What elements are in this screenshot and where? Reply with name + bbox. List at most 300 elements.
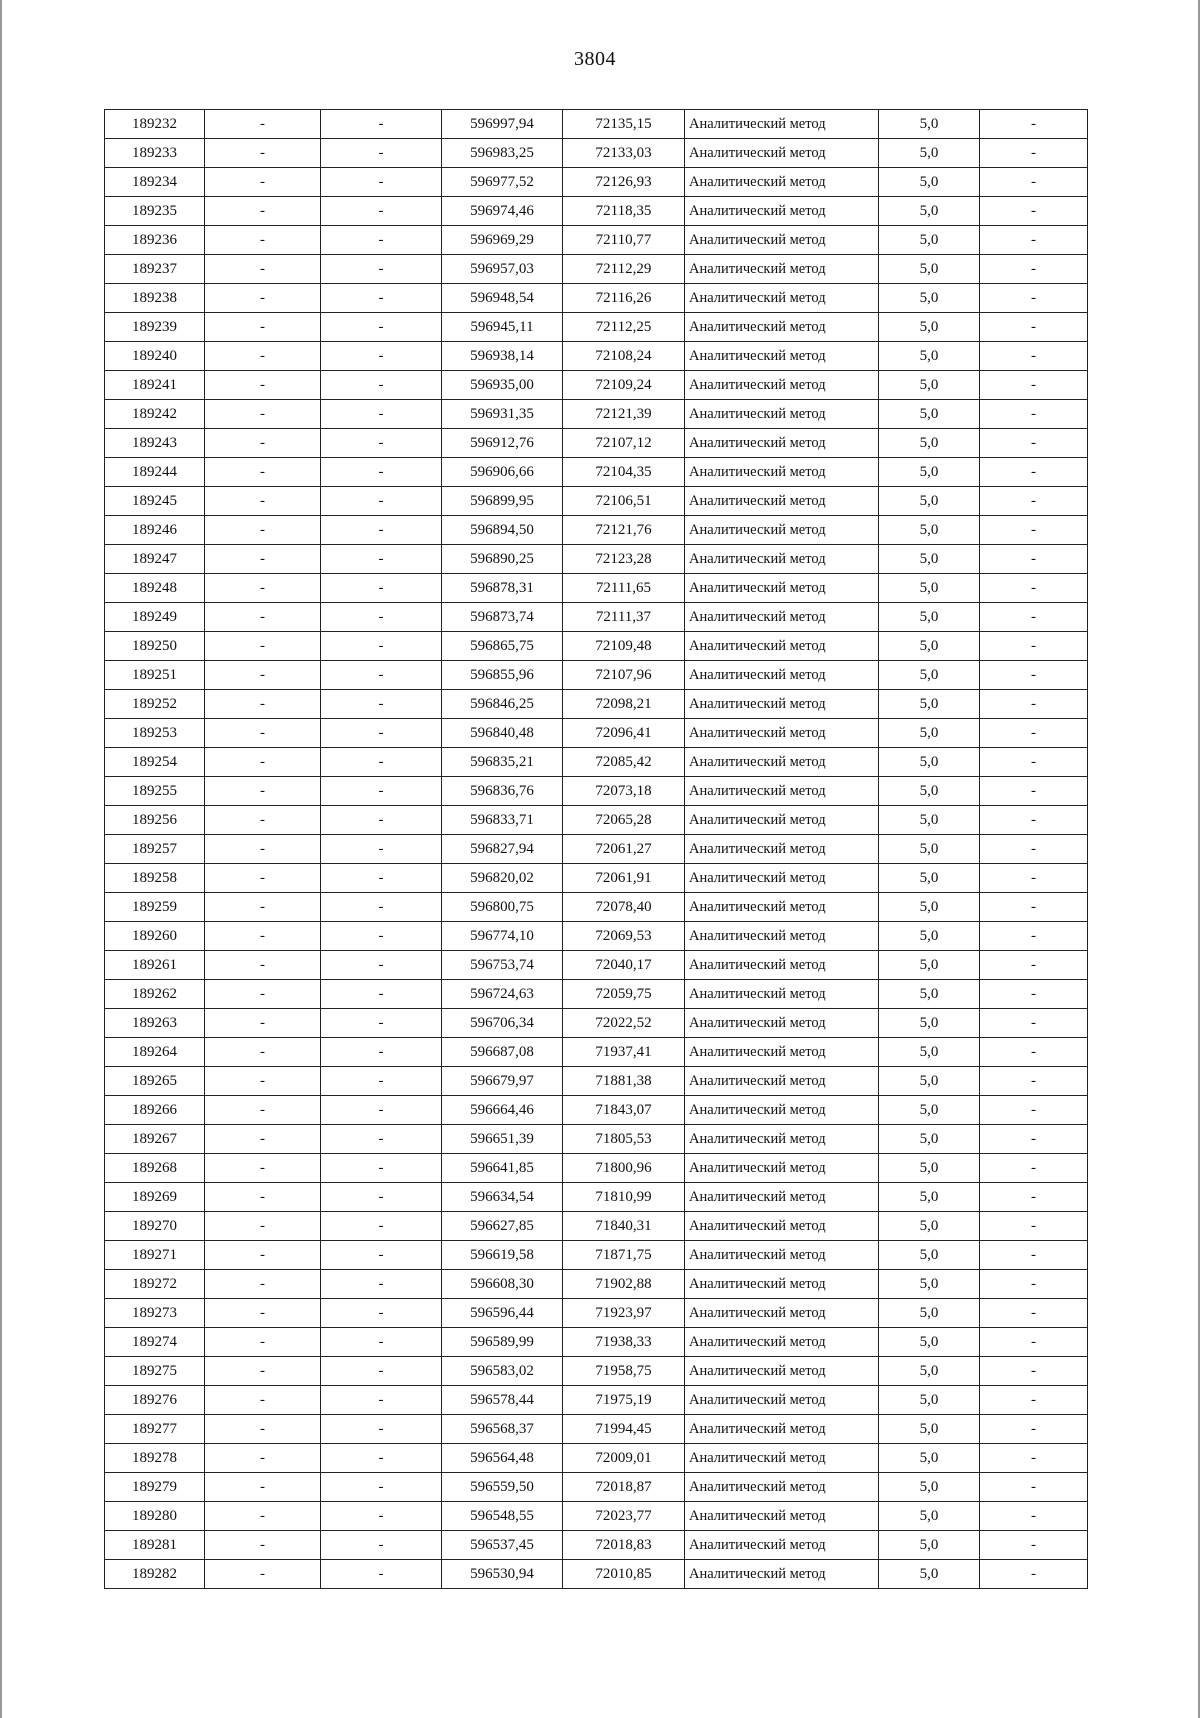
empty-y-cell: - — [321, 371, 442, 400]
accuracy-cell: 5,0 — [879, 1357, 980, 1386]
x-coordinate-cell: 596997,94 — [442, 110, 563, 139]
table-row — [105, 1444, 1088, 1473]
x-coordinate-cell: 596983,25 — [442, 139, 563, 168]
table-row — [105, 1241, 1088, 1270]
x-coordinate-cell: 596948,54 — [442, 284, 563, 313]
table-row — [105, 284, 1088, 313]
table-row — [105, 1067, 1088, 1096]
note-cell: - — [980, 1531, 1088, 1560]
y-coordinate-cell: 72123,28 — [563, 545, 685, 574]
empty-x-cell: - — [205, 110, 321, 139]
table-row — [105, 806, 1088, 835]
accuracy-cell: 5,0 — [879, 661, 980, 690]
note-cell: - — [980, 1386, 1088, 1415]
method-cell: Аналитический метод — [685, 487, 879, 516]
x-coordinate-cell: 596835,21 — [442, 748, 563, 777]
y-coordinate-cell: 72135,15 — [563, 110, 685, 139]
note-cell: - — [980, 777, 1088, 806]
method-cell: Аналитический метод — [685, 1183, 879, 1212]
empty-x-cell: - — [205, 545, 321, 574]
point-id-cell: 189244 — [105, 458, 205, 487]
note-cell: - — [980, 487, 1088, 516]
empty-y-cell: - — [321, 284, 442, 313]
empty-y-cell: - — [321, 1560, 442, 1589]
note-cell: - — [980, 922, 1088, 951]
note-cell: - — [980, 1067, 1088, 1096]
method-cell: Аналитический метод — [685, 516, 879, 545]
point-id-cell: 189253 — [105, 719, 205, 748]
empty-y-cell: - — [321, 1357, 442, 1386]
y-coordinate-cell: 72112,25 — [563, 313, 685, 342]
note-cell: - — [980, 1009, 1088, 1038]
x-coordinate-cell: 596530,94 — [442, 1560, 563, 1589]
y-coordinate-cell: 72073,18 — [563, 777, 685, 806]
empty-x-cell: - — [205, 1212, 321, 1241]
empty-y-cell: - — [321, 1241, 442, 1270]
x-coordinate-cell: 596568,37 — [442, 1415, 563, 1444]
x-coordinate-cell: 596878,31 — [442, 574, 563, 603]
y-coordinate-cell: 72098,21 — [563, 690, 685, 719]
empty-x-cell: - — [205, 1009, 321, 1038]
point-id-cell: 189275 — [105, 1357, 205, 1386]
empty-y-cell: - — [321, 1125, 442, 1154]
table-row — [105, 951, 1088, 980]
accuracy-cell: 5,0 — [879, 284, 980, 313]
empty-y-cell: - — [321, 690, 442, 719]
method-cell: Аналитический метод — [685, 632, 879, 661]
accuracy-cell: 5,0 — [879, 777, 980, 806]
point-id-cell: 189279 — [105, 1473, 205, 1502]
table-row — [105, 1299, 1088, 1328]
method-cell: Аналитический метод — [685, 1241, 879, 1270]
method-cell: Аналитический метод — [685, 1328, 879, 1357]
x-coordinate-cell: 596977,52 — [442, 168, 563, 197]
empty-y-cell: - — [321, 1183, 442, 1212]
table-row — [105, 1009, 1088, 1038]
point-id-cell: 189270 — [105, 1212, 205, 1241]
empty-x-cell: - — [205, 458, 321, 487]
note-cell: - — [980, 1560, 1088, 1589]
empty-y-cell: - — [321, 719, 442, 748]
x-coordinate-cell: 596846,25 — [442, 690, 563, 719]
empty-x-cell: - — [205, 168, 321, 197]
method-cell: Аналитический метод — [685, 255, 879, 284]
method-cell: Аналитический метод — [685, 806, 879, 835]
empty-x-cell: - — [205, 690, 321, 719]
note-cell: - — [980, 1241, 1088, 1270]
point-id-cell: 189239 — [105, 313, 205, 342]
y-coordinate-cell: 72010,85 — [563, 1560, 685, 1589]
table-row — [105, 313, 1088, 342]
accuracy-cell: 5,0 — [879, 197, 980, 226]
table-row — [105, 661, 1088, 690]
x-coordinate-cell: 596559,50 — [442, 1473, 563, 1502]
note-cell: - — [980, 516, 1088, 545]
empty-y-cell: - — [321, 864, 442, 893]
empty-y-cell: - — [321, 574, 442, 603]
accuracy-cell: 5,0 — [879, 1502, 980, 1531]
table-row — [105, 400, 1088, 429]
table-row — [105, 1154, 1088, 1183]
y-coordinate-cell: 71840,31 — [563, 1212, 685, 1241]
empty-x-cell: - — [205, 1299, 321, 1328]
accuracy-cell: 5,0 — [879, 951, 980, 980]
method-cell: Аналитический метод — [685, 835, 879, 864]
accuracy-cell: 5,0 — [879, 1125, 980, 1154]
note-cell: - — [980, 429, 1088, 458]
y-coordinate-cell: 72078,40 — [563, 893, 685, 922]
method-cell: Аналитический метод — [685, 342, 879, 371]
method-cell: Аналитический метод — [685, 429, 879, 458]
x-coordinate-cell: 596957,03 — [442, 255, 563, 284]
method-cell: Аналитический метод — [685, 1357, 879, 1386]
note-cell: - — [980, 255, 1088, 284]
y-coordinate-cell: 71881,38 — [563, 1067, 685, 1096]
empty-x-cell: - — [205, 429, 321, 458]
x-coordinate-cell: 596641,85 — [442, 1154, 563, 1183]
note-cell: - — [980, 1096, 1088, 1125]
note-cell: - — [980, 806, 1088, 835]
empty-y-cell: - — [321, 110, 442, 139]
empty-y-cell: - — [321, 1096, 442, 1125]
x-coordinate-cell: 596619,58 — [442, 1241, 563, 1270]
accuracy-cell: 5,0 — [879, 1212, 980, 1241]
point-id-cell: 189242 — [105, 400, 205, 429]
x-coordinate-cell: 596548,55 — [442, 1502, 563, 1531]
note-cell: - — [980, 980, 1088, 1009]
y-coordinate-cell: 72111,65 — [563, 574, 685, 603]
x-coordinate-cell: 596679,97 — [442, 1067, 563, 1096]
empty-y-cell: - — [321, 400, 442, 429]
y-coordinate-cell: 71805,53 — [563, 1125, 685, 1154]
point-id-cell: 189268 — [105, 1154, 205, 1183]
table-row — [105, 1183, 1088, 1212]
empty-y-cell: - — [321, 777, 442, 806]
note-cell: - — [980, 574, 1088, 603]
accuracy-cell: 5,0 — [879, 342, 980, 371]
method-cell: Аналитический метод — [685, 951, 879, 980]
empty-x-cell: - — [205, 1096, 321, 1125]
empty-y-cell: - — [321, 1473, 442, 1502]
scan-edge-left — [0, 0, 2, 1718]
accuracy-cell: 5,0 — [879, 1299, 980, 1328]
table-row — [105, 458, 1088, 487]
table-row — [105, 1328, 1088, 1357]
note-cell: - — [980, 197, 1088, 226]
empty-y-cell: - — [321, 1212, 442, 1241]
accuracy-cell: 5,0 — [879, 748, 980, 777]
accuracy-cell: 5,0 — [879, 1096, 980, 1125]
table-row — [105, 893, 1088, 922]
y-coordinate-cell: 72106,51 — [563, 487, 685, 516]
point-id-cell: 189254 — [105, 748, 205, 777]
method-cell: Аналитический метод — [685, 980, 879, 1009]
x-coordinate-cell: 596687,08 — [442, 1038, 563, 1067]
empty-y-cell: - — [321, 226, 442, 255]
empty-x-cell: - — [205, 226, 321, 255]
method-cell: Аналитический метод — [685, 1212, 879, 1241]
accuracy-cell: 5,0 — [879, 255, 980, 284]
accuracy-cell: 5,0 — [879, 835, 980, 864]
x-coordinate-cell: 596855,96 — [442, 661, 563, 690]
point-id-cell: 189243 — [105, 429, 205, 458]
x-coordinate-cell: 596596,44 — [442, 1299, 563, 1328]
point-id-cell: 189259 — [105, 893, 205, 922]
x-coordinate-cell: 596774,10 — [442, 922, 563, 951]
accuracy-cell: 5,0 — [879, 139, 980, 168]
point-id-cell: 189241 — [105, 371, 205, 400]
note-cell: - — [980, 1154, 1088, 1183]
note-cell: - — [980, 1502, 1088, 1531]
empty-x-cell: - — [205, 951, 321, 980]
method-cell: Аналитический метод — [685, 748, 879, 777]
note-cell: - — [980, 110, 1088, 139]
y-coordinate-cell: 72069,53 — [563, 922, 685, 951]
method-cell: Аналитический метод — [685, 864, 879, 893]
empty-x-cell: - — [205, 1531, 321, 1560]
point-id-cell: 189236 — [105, 226, 205, 255]
empty-y-cell: - — [321, 313, 442, 342]
table-row — [105, 1357, 1088, 1386]
table-row — [105, 1502, 1088, 1531]
y-coordinate-cell: 72109,24 — [563, 371, 685, 400]
x-coordinate-cell: 596820,02 — [442, 864, 563, 893]
y-coordinate-cell: 72121,39 — [563, 400, 685, 429]
x-coordinate-cell: 596651,39 — [442, 1125, 563, 1154]
table-row — [105, 864, 1088, 893]
note-cell: - — [980, 458, 1088, 487]
point-id-cell: 189252 — [105, 690, 205, 719]
x-coordinate-cell: 596938,14 — [442, 342, 563, 371]
accuracy-cell: 5,0 — [879, 371, 980, 400]
method-cell: Аналитический метод — [685, 1386, 879, 1415]
note-cell: - — [980, 864, 1088, 893]
table-row — [105, 1473, 1088, 1502]
table-row — [105, 1096, 1088, 1125]
x-coordinate-cell: 596890,25 — [442, 545, 563, 574]
point-id-cell: 189251 — [105, 661, 205, 690]
empty-x-cell: - — [205, 1473, 321, 1502]
point-id-cell: 189273 — [105, 1299, 205, 1328]
note-cell: - — [980, 342, 1088, 371]
empty-x-cell: - — [205, 1415, 321, 1444]
accuracy-cell: 5,0 — [879, 1531, 980, 1560]
table-row — [105, 922, 1088, 951]
empty-y-cell: - — [321, 168, 442, 197]
empty-x-cell: - — [205, 603, 321, 632]
y-coordinate-cell: 71994,45 — [563, 1415, 685, 1444]
table-row — [105, 748, 1088, 777]
accuracy-cell: 5,0 — [879, 1241, 980, 1270]
table-row — [105, 197, 1088, 226]
empty-y-cell: - — [321, 922, 442, 951]
table-row — [105, 516, 1088, 545]
y-coordinate-cell: 72116,26 — [563, 284, 685, 313]
y-coordinate-cell: 72065,28 — [563, 806, 685, 835]
y-coordinate-cell: 72118,35 — [563, 197, 685, 226]
note-cell: - — [980, 1183, 1088, 1212]
note-cell: - — [980, 1473, 1088, 1502]
x-coordinate-cell: 596912,76 — [442, 429, 563, 458]
accuracy-cell: 5,0 — [879, 632, 980, 661]
table-row — [105, 1415, 1088, 1444]
y-coordinate-cell: 72110,77 — [563, 226, 685, 255]
empty-x-cell: - — [205, 1328, 321, 1357]
y-coordinate-cell: 72085,42 — [563, 748, 685, 777]
note-cell: - — [980, 313, 1088, 342]
point-id-cell: 189255 — [105, 777, 205, 806]
empty-x-cell: - — [205, 1241, 321, 1270]
table-row — [105, 1386, 1088, 1415]
accuracy-cell: 5,0 — [879, 487, 980, 516]
empty-y-cell: - — [321, 632, 442, 661]
point-id-cell: 189278 — [105, 1444, 205, 1473]
point-id-cell: 189245 — [105, 487, 205, 516]
method-cell: Аналитический метод — [685, 545, 879, 574]
note-cell: - — [980, 661, 1088, 690]
method-cell: Аналитический метод — [685, 1560, 879, 1589]
accuracy-cell: 5,0 — [879, 690, 980, 719]
table-row — [105, 835, 1088, 864]
point-id-cell: 189267 — [105, 1125, 205, 1154]
x-coordinate-cell: 596840,48 — [442, 719, 563, 748]
empty-y-cell: - — [321, 661, 442, 690]
empty-y-cell: - — [321, 603, 442, 632]
table-row — [105, 226, 1088, 255]
y-coordinate-cell: 72018,83 — [563, 1531, 685, 1560]
empty-y-cell: - — [321, 1328, 442, 1357]
method-cell: Аналитический метод — [685, 400, 879, 429]
empty-x-cell: - — [205, 197, 321, 226]
y-coordinate-cell: 72018,87 — [563, 1473, 685, 1502]
note-cell: - — [980, 748, 1088, 777]
x-coordinate-cell: 596945,11 — [442, 313, 563, 342]
table-row — [105, 487, 1088, 516]
note-cell: - — [980, 1415, 1088, 1444]
empty-y-cell: - — [321, 1154, 442, 1183]
note-cell: - — [980, 1299, 1088, 1328]
note-cell: - — [980, 1357, 1088, 1386]
y-coordinate-cell: 72023,77 — [563, 1502, 685, 1531]
y-coordinate-cell: 71923,97 — [563, 1299, 685, 1328]
note-cell: - — [980, 893, 1088, 922]
note-cell: - — [980, 168, 1088, 197]
accuracy-cell: 5,0 — [879, 1473, 980, 1502]
point-id-cell: 189262 — [105, 980, 205, 1009]
x-coordinate-cell: 596564,48 — [442, 1444, 563, 1473]
table-row — [105, 110, 1088, 139]
empty-y-cell: - — [321, 545, 442, 574]
empty-y-cell: - — [321, 458, 442, 487]
x-coordinate-cell: 596800,75 — [442, 893, 563, 922]
accuracy-cell: 5,0 — [879, 400, 980, 429]
method-cell: Аналитический метод — [685, 1270, 879, 1299]
method-cell: Аналитический метод — [685, 313, 879, 342]
point-id-cell: 189250 — [105, 632, 205, 661]
accuracy-cell: 5,0 — [879, 1386, 980, 1415]
method-cell: Аналитический метод — [685, 690, 879, 719]
point-id-cell: 189282 — [105, 1560, 205, 1589]
empty-y-cell: - — [321, 1415, 442, 1444]
empty-y-cell: - — [321, 980, 442, 1009]
note-cell: - — [980, 1444, 1088, 1473]
empty-x-cell: - — [205, 777, 321, 806]
method-cell: Аналитический метод — [685, 1531, 879, 1560]
y-coordinate-cell: 71937,41 — [563, 1038, 685, 1067]
x-coordinate-cell: 596873,74 — [442, 603, 563, 632]
x-coordinate-cell: 596906,66 — [442, 458, 563, 487]
point-id-cell: 189246 — [105, 516, 205, 545]
point-id-cell: 189237 — [105, 255, 205, 284]
point-id-cell: 189277 — [105, 1415, 205, 1444]
y-coordinate-cell: 72059,75 — [563, 980, 685, 1009]
table-row — [105, 690, 1088, 719]
empty-x-cell: - — [205, 1357, 321, 1386]
empty-x-cell: - — [205, 661, 321, 690]
empty-x-cell: - — [205, 1444, 321, 1473]
accuracy-cell: 5,0 — [879, 110, 980, 139]
method-cell: Аналитический метод — [685, 1038, 879, 1067]
table-row — [105, 255, 1088, 284]
empty-y-cell: - — [321, 1067, 442, 1096]
empty-x-cell: - — [205, 1067, 321, 1096]
empty-y-cell: - — [321, 1502, 442, 1531]
table-row — [105, 545, 1088, 574]
accuracy-cell: 5,0 — [879, 806, 980, 835]
table-row — [105, 1212, 1088, 1241]
accuracy-cell: 5,0 — [879, 226, 980, 255]
empty-x-cell: - — [205, 487, 321, 516]
y-coordinate-cell: 72121,76 — [563, 516, 685, 545]
accuracy-cell: 5,0 — [879, 1270, 980, 1299]
note-cell: - — [980, 284, 1088, 313]
method-cell: Аналитический метод — [685, 458, 879, 487]
y-coordinate-cell: 71902,88 — [563, 1270, 685, 1299]
table-row — [105, 980, 1088, 1009]
accuracy-cell: 5,0 — [879, 603, 980, 632]
point-id-cell: 189272 — [105, 1270, 205, 1299]
point-id-cell: 189260 — [105, 922, 205, 951]
empty-y-cell: - — [321, 487, 442, 516]
empty-x-cell: - — [205, 806, 321, 835]
empty-x-cell: - — [205, 748, 321, 777]
point-id-cell: 189249 — [105, 603, 205, 632]
point-id-cell: 189266 — [105, 1096, 205, 1125]
x-coordinate-cell: 596627,85 — [442, 1212, 563, 1241]
empty-y-cell: - — [321, 139, 442, 168]
note-cell: - — [980, 835, 1088, 864]
y-coordinate-cell: 71975,19 — [563, 1386, 685, 1415]
accuracy-cell: 5,0 — [879, 1183, 980, 1212]
page-number: 3804 — [574, 48, 616, 70]
note-cell: - — [980, 1125, 1088, 1154]
empty-y-cell: - — [321, 1270, 442, 1299]
note-cell: - — [980, 632, 1088, 661]
y-coordinate-cell: 72107,12 — [563, 429, 685, 458]
x-coordinate-cell: 596583,02 — [442, 1357, 563, 1386]
empty-y-cell: - — [321, 1444, 442, 1473]
y-coordinate-cell: 71958,75 — [563, 1357, 685, 1386]
table-row — [105, 371, 1088, 400]
method-cell: Аналитический метод — [685, 371, 879, 400]
empty-y-cell: - — [321, 1038, 442, 1067]
x-coordinate-cell: 596724,63 — [442, 980, 563, 1009]
note-cell: - — [980, 226, 1088, 255]
empty-x-cell: - — [205, 1270, 321, 1299]
point-id-cell: 189232 — [105, 110, 205, 139]
method-cell: Аналитический метод — [685, 1299, 879, 1328]
table-row — [105, 574, 1088, 603]
